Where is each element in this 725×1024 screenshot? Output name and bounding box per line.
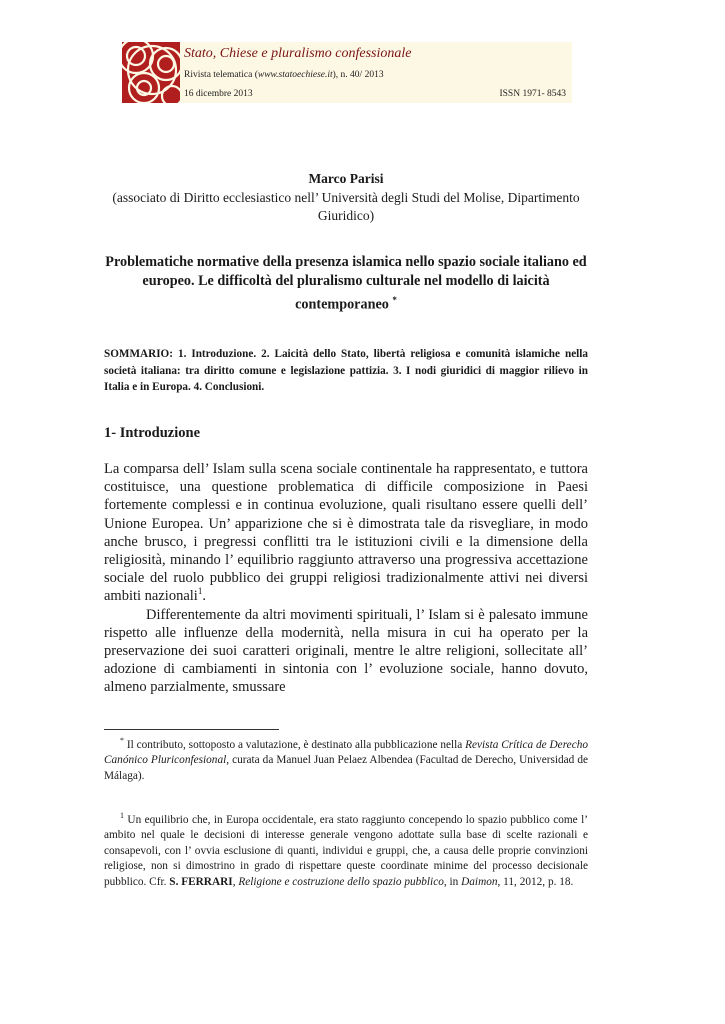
author-affiliation: (associato di Diritto ecclesiastico nell’ Università degli Studi del Molise, Dipartimento Giuridico) [112,190,580,223]
journal-header [122,42,572,103]
author-name: Marco Parisi [308,171,384,186]
footnote-ref: 1 [197,586,203,597]
journal-title: Stato, Chiese e pluralismo confessionale [184,46,412,61]
title-footnote-mark: * [392,295,397,305]
footnote-separator [104,729,279,730]
journal-logo [122,42,180,103]
journal-subtitle: Rivista telematica (www.statoechiese.it), n. 40/ 2013 [184,70,384,80]
section-heading: 1- Introduzione [104,425,201,441]
summary: SOMMARIO: 1. Introduzione. 2. Laicità dello Stato, libertà religiosa e comunità islamiche nella società italiana: tra diritto comune e legislazione pattizia. 3. I nodi giuridici di maggior rilievo in Italia e in Europa. 4. Conclusioni. [104,348,588,393]
body-text [104,460,588,697]
paragraph: La comparsa dell’ Islam sulla scena sociale continentale ha rappresentato, e tuttora costituisce, una questione problematica di difficile composizione in Paesi fortemente complessi e in continua evoluzione, quali risultano essere quelli dell’ Unione Europea. Un’ apparizione che si è dimostrata tale da risvegliare, in modo anche brusco, i pregressi conflitti tra le istituzioni civili e la dimensione della religiosità, minando l’ equilibrio raggiunto attraverso una progressiva accettazione sociale del ruolo pubblico dei gruppi religiosi tradizionalmente attivi nei diversi ambiti nazionali$^1$. [104,461,588,605]
journal-site-link[interactable]: www.statoechiese.it [257,70,333,80]
footnote-1: $^1$ Un equilibrio che, in Europa occidentale, era stato raggiunto concependo lo spazio pubblico come l’ ambito nel quale le decisioni di interesse generale vengono adottate sulla base di scelte razionali e consapevoli, con l’ ovvia esclusione di quanti, individui e gruppi, che, a causa delle proprie convinzioni religiose, non si dimostrino in grado di rispettare queste coordinate minime del processo decisionale pubblico. Cfr. S. FERRARI, Religione e costruzione dello spazio pubblico, in Daimon, 11, 2012, p. 18. [104,811,588,888]
article-title: Problematiche normative della presenza islamica nello spazio sociale italiano ed europeo. Le difficoltà del pluralismo culturale nel modello di laicità contemporaneo * [105,254,587,313]
paragraph: Differentemente da altri movimenti spirituali, l’ Islam si è palesato immune rispetto alle influenze della modernità, nella misura in cui ha operato per la preservazione dei suoi caratteri originali, mentre le altre religioni, sollecitate all’ adozione di cambiamenti in sintonia con l’ evoluzione sociale, hanno dovuto, almeno parzialmente, smussare [104,606,588,696]
footnote-star: * Il contributo, sottoposto a valutazione, è destinato alla pubblicazione nella Revista Crítica de Derecho Canónico Pluriconfesional, curata da Manuel Juan Pelaez Albendea (Facultad de Derecho, Universidad de Málaga). [104,736,589,782]
issue-date: 16 dicembre 2013 [184,89,253,99]
issn: ISSN 1971- 8543 [499,89,566,99]
